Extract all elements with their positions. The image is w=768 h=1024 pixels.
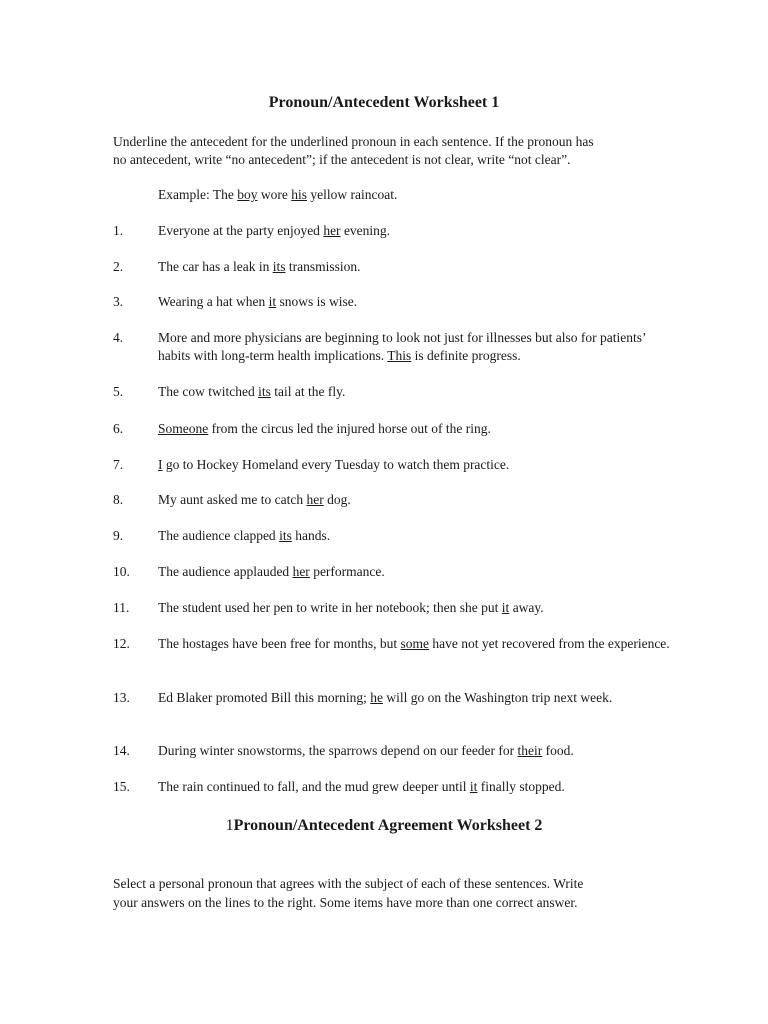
item-text: The student used her pen to write in her notebook; then she put it away. — [158, 600, 544, 615]
item-number: 7. — [113, 457, 124, 472]
page-title: Pronoun/Antecedent Worksheet 1 — [268, 94, 500, 111]
item-number: 2. — [113, 259, 124, 274]
example-pronoun: his — [291, 187, 307, 202]
item-number: 3. — [113, 294, 124, 309]
pronoun: some — [400, 636, 430, 651]
pronoun: its — [272, 259, 286, 274]
item-text: My aunt asked me to catch her dog. — [158, 492, 351, 507]
section-title: Pronoun/Antecedent Agreement Worksheet 2 — [233, 817, 543, 834]
instructions-line-2: your answers on the lines to the right. Some items have more than one correct answer. — [113, 895, 578, 910]
pronoun: This — [387, 348, 412, 363]
item-number: 8. — [113, 492, 124, 507]
example-text-post: yellow raincoat. — [307, 187, 398, 202]
example-sentence — [158, 186, 397, 204]
item-number: 14. — [113, 743, 130, 758]
item-text: The audience clapped its hands. — [158, 528, 331, 543]
worksheet-2-instructions — [113, 874, 673, 912]
instructions-line-2: no antecedent, write “no antecedent”; if the antecedent is not clear, write “not clear”. — [113, 152, 571, 167]
item-number: 15. — [113, 779, 130, 794]
pronoun: I — [158, 457, 163, 472]
item-text: Everyone at the party enjoyed her evening. — [158, 223, 391, 238]
item-text: The audience applauded her performance. — [158, 564, 385, 579]
item-text: I go to Hockey Homeland every Tuesday to watch them practice. — [158, 457, 510, 472]
item-number: 5. — [113, 384, 124, 399]
pronoun: Someone — [158, 421, 209, 436]
item-text: Ed Blaker promoted Bill this morning; he will go on the Washington trip next week. — [158, 690, 613, 705]
instructions — [113, 133, 673, 169]
item-number: 4. — [113, 330, 124, 345]
item-text: More and more physicians are beginning to look not just for illnesses but also for patients’ habits with long-term health implications. This is definite progress. — [158, 330, 646, 363]
pronoun: its — [258, 384, 271, 399]
pronoun: he — [370, 690, 383, 705]
item-number: 1. — [113, 223, 124, 238]
pronoun: it — [268, 294, 277, 309]
pronoun: her — [323, 223, 341, 238]
pronoun: their — [517, 743, 543, 758]
item-text: Wearing a hat when it snows is wise. — [158, 294, 358, 309]
item-text: The cow twitched its tail at the fly. — [158, 384, 346, 399]
pronoun: it — [501, 600, 510, 615]
item-number: 6. — [113, 421, 124, 436]
example-text-mid: wore — [257, 187, 292, 202]
item-number: 9. — [113, 528, 124, 543]
instructions-line-1: Select a personal pronoun that agrees with the subject of each of these sentences. Write — [113, 876, 584, 891]
item-number: 10. — [113, 564, 130, 579]
worksheet-2-title — [0, 817, 768, 835]
item-text: The rain continued to fall, and the mud grew deeper until it finally stopped. — [158, 779, 565, 794]
example-antecedent: boy — [237, 187, 258, 202]
pronoun: her — [306, 492, 324, 507]
pronoun: its — [279, 528, 292, 543]
pronoun: it — [469, 779, 478, 794]
item-number: 13. — [113, 690, 130, 705]
instructions-line-1: Underline the antecedent for the underlined pronoun in each sentence. If the pronoun has — [113, 134, 594, 149]
example-text-pre: Example: The — [158, 187, 238, 202]
item-number: 11. — [113, 600, 130, 615]
item-text: The hostages have been free for months, but some have not yet recovered from the experience. — [158, 636, 670, 651]
page-marker: 1 — [225, 817, 234, 834]
item-number: 12. — [113, 636, 130, 651]
item-text: During winter snowstorms, the sparrows depend on our feeder for their food. — [158, 743, 574, 758]
item-text: The car has a leak in its transmission. — [158, 259, 361, 274]
pronoun: her — [292, 564, 310, 579]
item-text: Someone from the circus led the injured horse out of the ring. — [158, 421, 491, 436]
